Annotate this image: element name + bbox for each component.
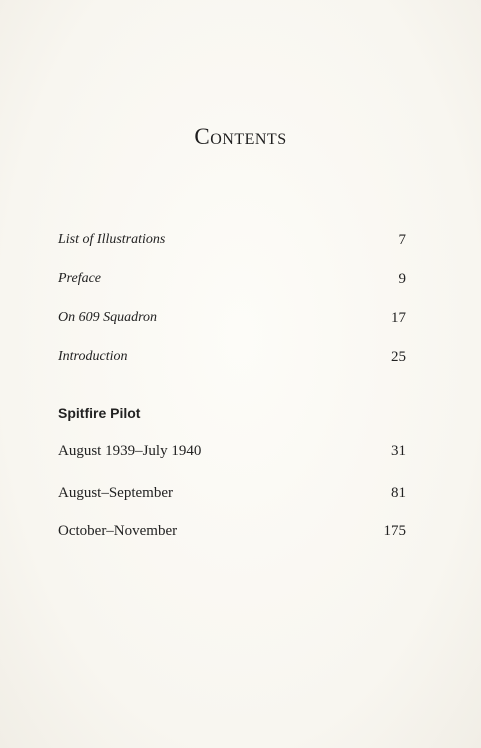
toc-part-label: Spitfire Pilot <box>58 405 141 421</box>
toc-entry-list-of-illustrations <box>58 228 406 252</box>
toc-entry-preface <box>58 267 406 291</box>
toc-entry-page: 81 <box>391 485 406 501</box>
toc-entry-august-1939-july-1940 <box>58 439 406 463</box>
toc-entry-october-november <box>58 519 406 543</box>
toc-entry-label: October–November <box>58 523 178 539</box>
contents-heading: Contents <box>194 124 287 149</box>
toc-entry-page: 175 <box>383 523 406 539</box>
toc-entry-page: 7 <box>398 232 406 248</box>
toc-entry-page: 31 <box>391 443 406 459</box>
toc-entry-label: List of Illustrations <box>58 232 166 247</box>
toc-entry-label: On 609 Squadron <box>58 310 158 325</box>
toc-part-spitfire-pilot <box>58 401 406 425</box>
toc-entry-page: 9 <box>398 271 406 287</box>
toc-entry-on-609-squadron <box>58 306 406 330</box>
toc-entry-label: Preface <box>58 271 102 286</box>
toc-entry-introduction <box>58 345 406 369</box>
toc-entry-label: August–September <box>58 485 173 501</box>
toc-entry-label: Introduction <box>58 349 128 364</box>
toc-entry-label: August 1939–July 1940 <box>58 443 202 459</box>
toc-entry-august-september <box>58 481 406 505</box>
toc-entry-page: 25 <box>391 349 406 365</box>
toc-entry-page: 17 <box>391 310 406 326</box>
